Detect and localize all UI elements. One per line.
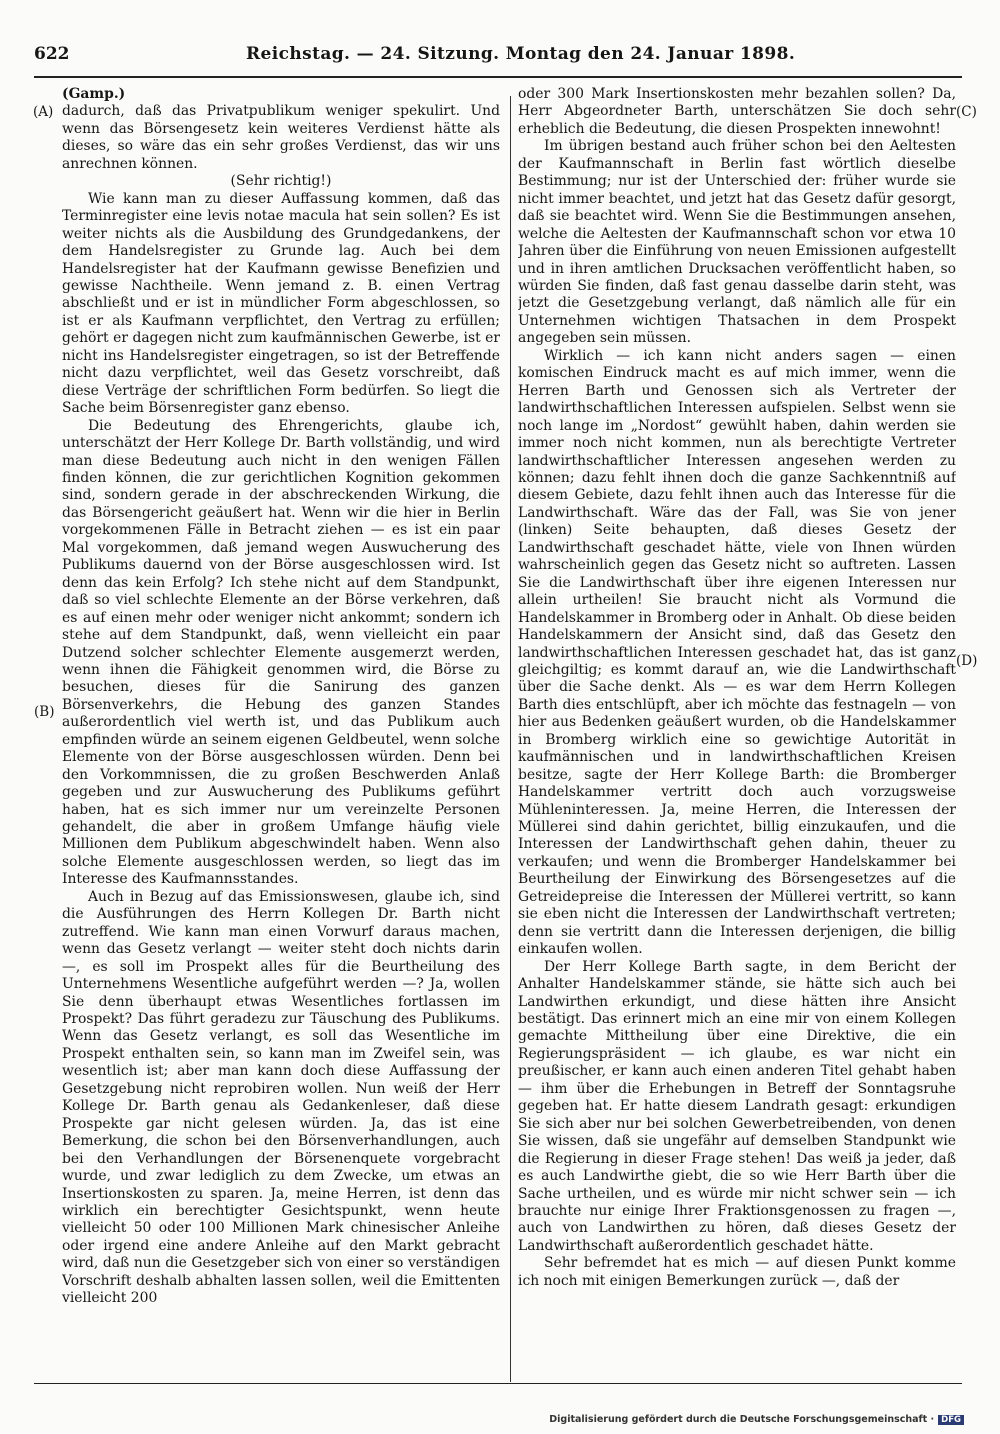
header-rule (34, 76, 962, 78)
paragraph: Die Bedeutung des Ehrengerichts, glaube ich, unterschätzt der Herr Kollege Dr. Barth vollständig, und wird man diese Bedeutung auch nicht in den wenigen Fällen finden können, die zur gerichtlichen Kognition gekommen sind, sondern gerade in der abschreckenden Wirkung, die das Börsengericht geäußert hat. Wenn wir die hier in Berlin vorgekommenen Fälle in Betracht ziehen — es ist ein paar Mal vorgekommen, daß jemand wegen Auswucherung des Publikums dauernd von der Börse ausgeschlossen wird. Ist denn das kein Erfolg? Ich stehe nicht auf dem Standpunkt, daß so viel schlechte Elemente an der Börse verkehren, daß es auf einen mehr oder weniger nicht ankommt; sondern ich stehe auf dem Standpunkt, daß, wenn vielleicht ein paar Dutzend solcher schlechter Elemente ausgemerzt werden, wenn ihnen die Fähigkeit genommen wird, die Börse zu besuchen, dieses für die Sanirung des ganzen Börsenverkehrs, die Hebung des ganzen Standes außerordentlich viel werth ist, und das Publikum auch empfinden würde an seinem eigenen Geldbeutel, wenn solche Elemente von der Börse ausgeschlossen würden. Denn bei den Vorkommnissen, die zu großen Beschwerden Anlaß gegeben und zur Auswucherung des Publikums geführt haben, hat es sich immer nur um vereinzelte Personen gehandelt, die aber in großem Umfange häufig viele Millionen dem Publikum abgeschwindelt haben. Wenn also solche Elemente ausgeschlossen werden, so liegt das im Interesse des Kaufmannsstandes. (62, 417, 500, 888)
footer-text: Digitalisierung gefördert durch die Deutsche Forschungsgemeinschaft · (549, 1414, 935, 1425)
margin-mark-d: (D) (956, 653, 978, 669)
paragraph: dadurch, daß das Privatpublikum weniger spekulirt. Und wenn das Börsengesetz kein weiteres Verdienst hätte als dieses, so wäre das ein sehr großes Verdienst, das wir uns anrechnen können. (62, 103, 500, 172)
interjection: (Sehr richtig!) (230, 173, 332, 190)
footer-rule (34, 1383, 962, 1384)
paragraph: Sehr befremdet hat es mich — auf diesen Punkt komme ich noch mit einigen Bemerkungen zurück —, daß der (518, 1255, 956, 1289)
speaker-label: (Gamp.) (62, 86, 126, 102)
margin-mark-b: (B) (34, 704, 55, 720)
paragraph: Der Herr Kollege Barth sagte, in dem Bericht der Anhalter Handelskammer stände, sie hätte sich auch bei Landwirthen erkundigt, und diese hätten ihre Ansicht bestätigt. Das erinnert mich an eine mir von einem Kollegen gemachte Mittheilung über eine Direktive, die ein Regierungspräsident — ich glaube, es war nicht ein preußischer, er kann auch einen anderen Titel gehabt haben — ihm über die Erhebungen in Betreff der Sonntagsruhe gegeben hat. Er hatte diesem Landrath gesagt: erkundigen Sie sich aber nur bei solchen Gewerbetreibenden, von denen Sie wissen, daß sie ungefähr auf demselben Standpunkt wie die Regierung in dieser Frage stehen! Das weiß ja jeder, daß es auch Landwirthe giebt, die so wie Herr Barth über die Sache urtheilen, und es würde mir nicht schwer sein — ich brauchte nur einige Ihrer Fraktionsgenossen zu fragen —, auch von Landwirthen zu hören, daß dieses Gesetz der Landwirthschaft außerordentlich geschadet hätte. (518, 958, 956, 1254)
running-header: Reichstag. — 24. Sitzung. Montag den 24. Januar 1898. (246, 44, 796, 64)
paragraph: oder 300 Mark Insertionskosten mehr bezahlen sollen? Da, Herr Abgeordneter Barth, unterschätzen Sie doch sehr erheblich die Bedeutung, die diesen Prospekten innewohnt! (518, 86, 956, 137)
paragraph: Im übrigen bestand auch früher schon bei den Aeltesten der Kaufmannschaft in Berlin fast wörtlich dieselbe Bestimmung; nur ist der Unterschied der: früher wurde sie nicht immer beachtet, und jetzt hat das Gesetz dafür gesorgt, daß sie beachtet wird. Wenn Sie die Bestimmungen ansehen, welche die Aeltesten der Kaufmannschaft schon vor etwa 10 Jahren über die Einführung von neuen Emissionen aufgestellt und in ihren amtlichen Drucksachen veröffentlicht haben, so würden Sie finden, daß fast genau dasselbe darin steht, was jetzt die Gesetzgebung verlangt, daß nämlich alle für ein Unternehmen wichtigen Thatsachen in dem Prospekt angegeben sein müssen. (518, 138, 956, 347)
paragraph: Auch in Bezug auf das Emissionswesen, glaube ich, sind die Ausführungen des Herrn Kollegen Dr. Barth nicht zutreffend. Wie kann man einen Vorwurf daraus machen, wenn das Gesetz verlangt — weiter steht doch nichts darin —, es soll im Prospekt alles für die Beurtheilung des Unternehmens Wesentliche aufgeführt werden —? Ja, wollen Sie denn überhaupt etwas Wesentliches fortlassen im Prospekt? Das führt geradezu zur Täuschung des Publikums. Wenn das Gesetz verlangt, es soll das Wesentliche im Prospekt enthalten sein, so kann man im Zweifel sein, was wesentlich ist; aber man kann doch diese Auffassung der Gesetzgebung nicht reprobiren wollen. Nun weiß der Herr Kollege Dr. Barth genau als Gedankenleser, daß diese Prospekte gar nicht gelesen würden. Ja, das ist eine Bemerkung, die schon bei den Börsenverhandlungen, auch bei den Verhandlungen der Börsenenquete vorgebracht wurde, und zwar lediglich zu dem Zwecke, um etwas an Insertionskosten zu sparen. Ja, meine Herren, ist denn das wirklich ein berechtigter Gesichtspunkt, wenn heute vielleicht 50 oder 100 Millionen Mark chinesischer Anleihe oder irgend eine andere Anleihe auf den Markt gebracht wird, daß nun die Gesetzgeber sich von einer so verständigen Vorschrift deshalb abhalten lassen sollen, weil die Emittenten vielleicht 200 (62, 888, 500, 1307)
paragraph: Wirklich — ich kann nicht anders sagen — einen komischen Eindruck macht es auf mich immer, wenn die Herren Barth und Genossen sich als Vertreter der landwirthschaftlichen Interessen aufspielen. Selbst wenn sie noch lange im „Nordost“ gewühlt haben, dahin werden sie immer noch nicht kommen, nun als berechtigte Vertreter landwirthschaftlicher Interessen angesehen werden zu können; dazu fehlt ihnen doch die ganze Sachkenntniß auf diesem Gebiete, dazu fehlt ihnen auch das Interesse für die Landwirthschaft. Wäre das der Fall, was Sie von jener (linken) Seite behaupten, daß dieses Gesetz der Landwirthschaft geschadet hätte, viele von Ihnen würden wahrscheinlich gegen das Gesetz nicht so auftreten. Lassen Sie die Landwirthschaft über ihre eigenen Interessen nur allein urtheilen! Sie braucht nicht als Vormund die Handelskammer in Bromberg oder in Anhalt. Ob diese beiden Handelskammern der Ansicht sind, daß das Gesetz den landwirthschaftlichen Interessen geschadet hat, das ist ganz gleichgiltig; es kommt darauf an, wie die Landwirthschaft über die Sache denkt. Als — es war dem Herrn Kollegen Barth dies entschlüpft, aber ich möchte das festnageln — von hier aus Bedenken geäußert wurden, ob die Handelskammer in Bromberg wirklich eine so gewichtige Autorität in kaufmännischen und in landwirthschaftlichen Kreisen besitze, sagte der Herr Kollege Barth: die Bromberger Handelskammer vertritt doch auch vorzugsweise Mühleninteressen. Ja, meine Herren, die Interessen der Müllerei sind dahin gerichtet, billig einzukaufen, und die Interessen der Landwirthschaft gehen dahin, theuer zu verkaufen; und wenn die Bromberger Handelskammer bei Beurtheilung der Einwirkung des Börsengesetzes auf die Getreidepreise die Interessen der Müllerei vertritt, so kann sie eben nicht die Interessen der Landwirthschaft vertreten; denn sie vertritt dann die Interessen derjenigen, die billig einkaufen wollen. (518, 347, 956, 958)
left-column (62, 86, 500, 1383)
page-number: 622 (34, 44, 70, 64)
dfg-logo: DFG (938, 1415, 964, 1425)
paragraph: Wie kann man zu dieser Auffassung kommen, daß das Terminregister eine levis notae macula hat sein sollen? Es ist weiter nichts als die Ausbildung des Grundgedankens, der dem Handelsregister zu Grunde lag. Auch bei dem Handelsregister hat der Kaufmann gewisse Benefizien und gewisse Nachtheile. Wenn jemand z. B. einen Vertrag abschließt und er ist in mündlicher Form abgeschlossen, so ist er als Kaufmann verpflichtet, den Vertrag zu erfüllen; gehört er dagegen nicht zum kaufmännischen Gewerbe, ist er nicht ins Handelsregister eingetragen, so ist der Betreffende nicht dazu verpflichtet, weil das Gesetz vorschreibt, daß diese Verträge der schriftlichen Form bedürfen. So liegt die Sache beim Börsenregister ganz ebenso. (62, 190, 500, 417)
column-divider (510, 96, 511, 1382)
footer-credit (549, 1414, 964, 1425)
margin-mark-a: (A) (33, 104, 54, 120)
margin-mark-c: (C) (956, 104, 977, 120)
right-column (518, 86, 956, 1383)
